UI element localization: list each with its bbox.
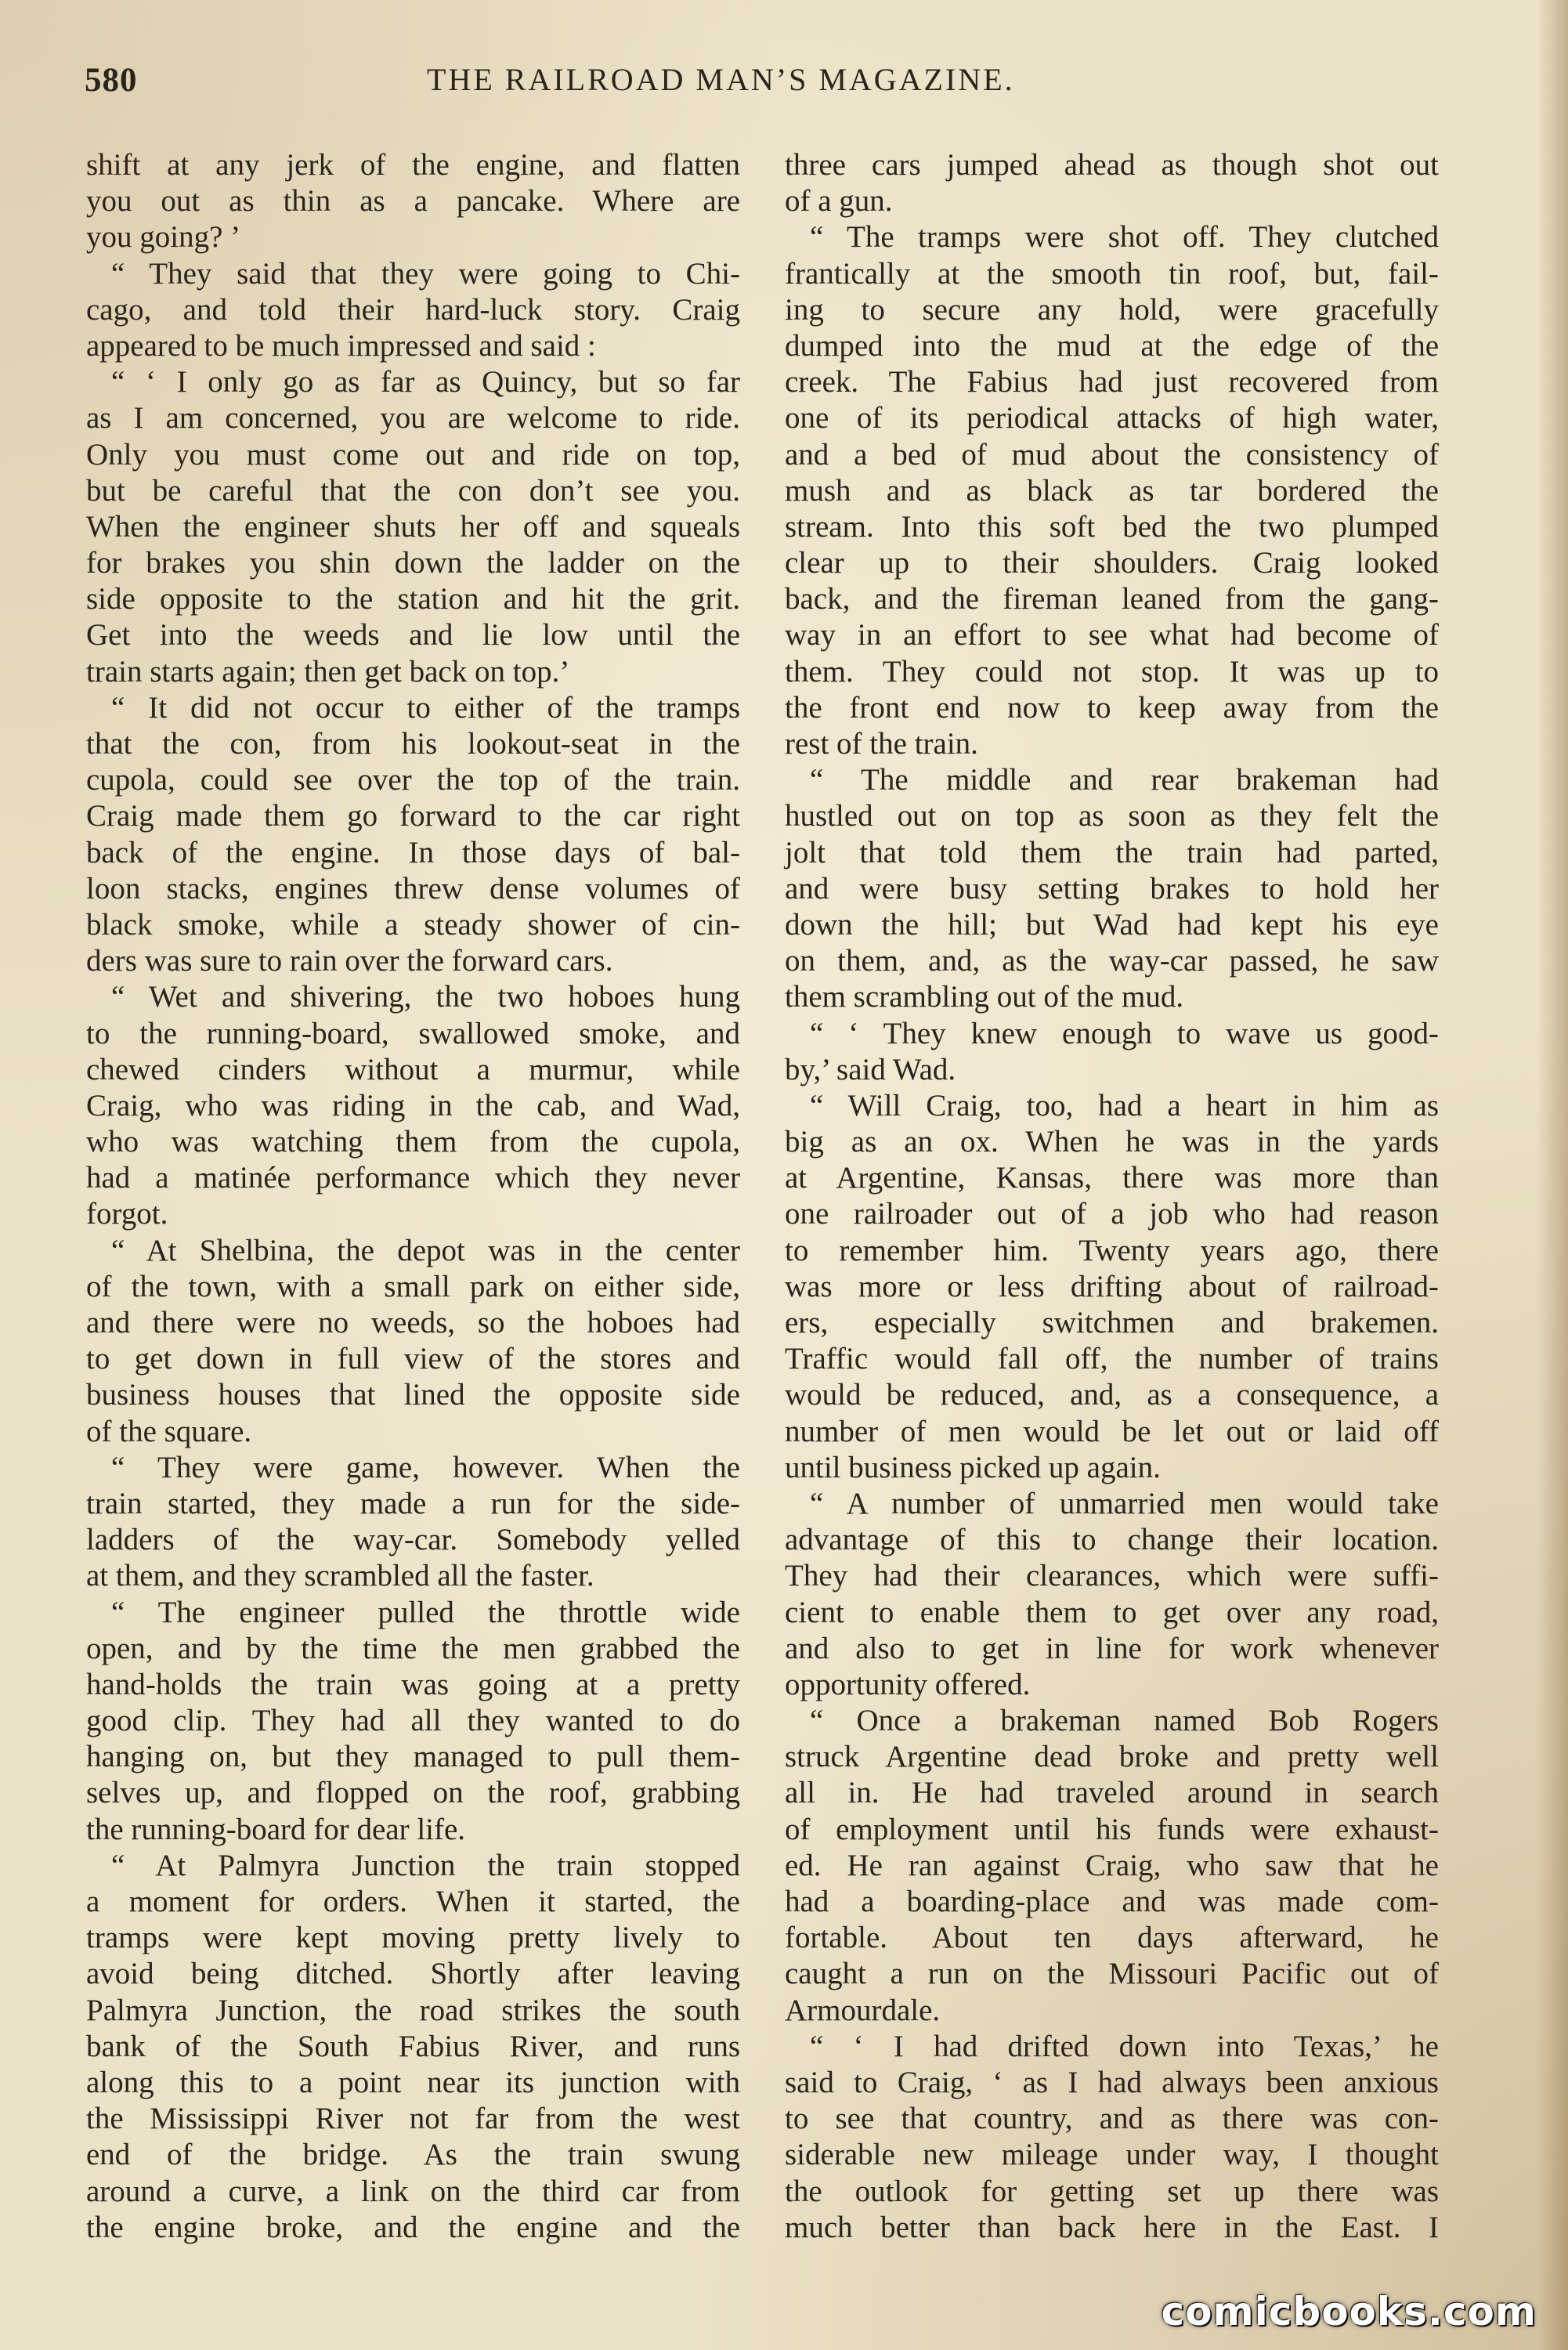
- text-line: around a curve, a link on the third car from: [86, 2174, 740, 2208]
- text-line: mush and as black as tar bordered the: [785, 473, 1439, 508]
- text-line: They had their clearances, which were suffi-: [785, 1559, 1439, 1593]
- text-line: for brakes you shin down the ladder on the: [86, 546, 740, 580]
- text-line: tramps were kept moving pretty lively to: [86, 1921, 740, 1955]
- text-line: as I am concerned, you are welcome to ride.: [86, 401, 740, 436]
- text-line: black smoke, while a steady shower of cin-: [86, 907, 740, 942]
- text-line: said to Craig, ‘ as I had always been anxious: [785, 2065, 1439, 2099]
- page-number: 580: [85, 62, 138, 99]
- text-line: good clip. They had all they wanted to do: [86, 1704, 740, 1738]
- text-line: creek. The Fabius had just recovered from: [785, 365, 1439, 400]
- text-line: to get down in full view of the stores and: [86, 1342, 740, 1376]
- text-line: ed. He ran against Craig, who saw that he: [785, 1848, 1439, 1882]
- text-line: hand-holds the train was going at a pretty: [86, 1667, 740, 1701]
- text-line: “ A number of unmarried men would take: [810, 1486, 1439, 1520]
- text-line: “ They said that they were going to Chi-: [111, 256, 740, 291]
- text-line: at Argentine, Kansas, there was more than: [785, 1161, 1439, 1195]
- text-line: all in. He had traveled around in search: [785, 1776, 1439, 1810]
- text-line: side opposite to the station and hit the grit.: [86, 582, 740, 616]
- text-line: stream. Into this soft bed the two plumped: [785, 509, 1439, 544]
- text-line: had a matinée performance which they never: [86, 1161, 740, 1195]
- text-line: ing to secure any hold, were gracefully: [785, 292, 1439, 327]
- text-line: Get into the weeds and lie low until the: [86, 618, 740, 653]
- text-line: bank of the South Fabius River, and runs: [86, 2029, 740, 2063]
- text-line: the outlook for getting set up there was: [785, 2174, 1439, 2208]
- text-line: train starts again; then get back on top.’: [86, 654, 570, 689]
- page-edge-shadow: [1537, 0, 1568, 2350]
- text-line: “ At Shelbina, the depot was in the center: [111, 1233, 740, 1267]
- text-line: of employment until his funds were exhaust-: [785, 1812, 1439, 1846]
- text-line: the Mississippi River not far from the west: [86, 2102, 740, 2136]
- text-line: way in an effort to see what had become of: [785, 618, 1439, 653]
- text-line: much better than back here in the East. I: [785, 2210, 1439, 2244]
- text-line: hanging on, but they managed to pull them-: [86, 1740, 740, 1774]
- text-line: end of the bridge. As the train swung: [86, 2138, 740, 2172]
- text-line: advantage of this to change their location.: [785, 1523, 1439, 1557]
- text-line: “ ‘ They knew enough to wave us good-: [810, 1016, 1439, 1050]
- text-line: one railroader out of a job who had reason: [785, 1197, 1439, 1231]
- text-line: and also to get in line for work whenever: [785, 1631, 1439, 1665]
- text-line: Armourdale.: [785, 1993, 941, 2027]
- text-line: Craig, who was riding in the cab, and Wad,: [86, 1088, 740, 1123]
- text-line: Only you must come out and ride on top,: [86, 437, 740, 472]
- text-line: them. They could not stop. It was up to: [785, 654, 1439, 689]
- text-line: Traffic would fall off, the number of trains: [785, 1342, 1439, 1376]
- text-line: clear up to their shoulders. Craig looked: [785, 546, 1439, 580]
- text-line: and there were no weeds, so the hoboes had: [86, 1306, 740, 1340]
- text-line: until business picked up again.: [785, 1450, 1161, 1484]
- text-line: but be careful that the con don’t see you.: [86, 473, 740, 508]
- text-line: siderable new mileage under way, I thought: [785, 2138, 1439, 2172]
- text-line: the running-board for dear life.: [86, 1812, 466, 1846]
- text-line: back, and the fireman leaned from the gang-: [785, 582, 1439, 616]
- text-line: of the square.: [86, 1414, 252, 1448]
- text-line: avoid being ditched. Shortly after leaving: [86, 1957, 740, 1991]
- text-line: the front end now to keep away from the: [785, 690, 1439, 725]
- text-line: “ Wet and shivering, the two hoboes hung: [111, 980, 740, 1014]
- text-line: loon stacks, engines threw dense volumes of: [86, 871, 740, 906]
- text-line: cago, and told their hard-luck story. Craig: [86, 292, 740, 327]
- text-line: along this to a point near its junction with: [86, 2065, 740, 2099]
- text-line: one of its periodical attacks of high water,: [785, 401, 1439, 436]
- text-line: “ Once a brakeman named Bob Rogers: [810, 1704, 1439, 1738]
- text-line: on them, and, as the way-car passed, he saw: [785, 944, 1439, 978]
- text-line: When the engineer shuts her off and squeals: [86, 509, 740, 544]
- text-line: open, and by the time the men grabbed the: [86, 1631, 740, 1665]
- text-line: to see that country, and as there was con-: [785, 2102, 1439, 2136]
- text-line: Palmyra Junction, the road strikes the south: [86, 1993, 740, 2027]
- text-line: Craig made them go forward to the car right: [86, 799, 740, 833]
- text-line: them scrambling out of the mud.: [785, 980, 1184, 1014]
- text-line: by,’ said Wad.: [785, 1052, 956, 1086]
- page-header: [0, 61, 1568, 108]
- text-line: appeared to be much impressed and said :: [86, 328, 596, 363]
- text-line: business houses that lined the opposite side: [86, 1378, 740, 1412]
- text-line: “ Will Craig, too, had a heart in him as: [810, 1088, 1439, 1123]
- text-line: “ The tramps were shot off. They clutched: [810, 220, 1439, 255]
- text-line: was more or less drifting about of railroad-: [785, 1269, 1439, 1303]
- text-line: ers, especially switchmen and brakemen.: [785, 1306, 1439, 1340]
- text-line: train started, they made a run for the side-: [86, 1486, 740, 1520]
- text-line: you out as thin as a pancake. Where are: [86, 184, 740, 219]
- text-line: “ The middle and rear brakeman had: [810, 763, 1439, 797]
- text-line: ladders of the way-car. Somebody yelled: [86, 1523, 740, 1557]
- text-line: that the con, from his lookout-seat in the: [86, 727, 740, 761]
- text-line: to the running-board, swallowed smoke, and: [86, 1016, 740, 1050]
- text-line: shift at any jerk of the engine, and flatten: [86, 148, 740, 182]
- text-line: fortable. About ten days afterward, he: [785, 1921, 1439, 1955]
- text-line: ders was sure to rain over the forward cars.: [86, 944, 613, 978]
- text-line: “ They were game, however. When the: [111, 1450, 740, 1484]
- text-line: selves up, and flopped on the roof, grabbing: [86, 1776, 740, 1810]
- text-line: to remember him. Twenty years ago, there: [785, 1233, 1439, 1267]
- text-line: rest of the train.: [785, 727, 978, 761]
- text-line: big as an ox. When he was in the yards: [785, 1125, 1439, 1159]
- text-line: forgot.: [86, 1197, 168, 1231]
- text-line: three cars jumped ahead as though shot out: [785, 148, 1439, 182]
- text-line: jolt that told them the train had parted,: [785, 835, 1439, 870]
- text-line: who was watching them from the cupola,: [86, 1125, 740, 1159]
- text-line: cient to enable them to get over any road,: [785, 1595, 1439, 1629]
- text-line: the engine broke, and the engine and the: [86, 2210, 740, 2244]
- text-line: down the hill; but Wad had kept his eye: [785, 907, 1439, 942]
- text-line: “ At Palmyra Junction the train stopped: [111, 1848, 740, 1882]
- text-line: back of the engine. In those days of bal-: [86, 835, 740, 870]
- text-line: number of men would be let out or laid off: [785, 1414, 1439, 1448]
- watermark-logo: comicbooks.com: [1161, 2289, 1537, 2334]
- text-line: a moment for orders. When it started, the: [86, 1885, 740, 1918]
- text-column-left: [86, 147, 740, 2246]
- text-line: “ The engineer pulled the throttle wide: [111, 1595, 740, 1629]
- text-line: “ ‘ I had drifted down into Texas,’ he: [810, 2029, 1439, 2063]
- text-line: struck Argentine dead broke and pretty well: [785, 1740, 1439, 1774]
- text-line: at them, and they scrambled all the faster.: [86, 1559, 594, 1593]
- running-title: THE RAILROAD MAN’S MAGAZINE.: [427, 62, 1015, 97]
- text-line: dumped into the mud at the edge of the: [785, 328, 1439, 363]
- text-line: of a gun.: [785, 184, 893, 219]
- text-line: chewed cinders without a murmur, while: [86, 1052, 740, 1086]
- text-line: cupola, could see over the top of the train.: [86, 763, 740, 797]
- text-line: frantically at the smooth tin roof, but, fail-: [785, 256, 1439, 291]
- text-line: you going? ’: [86, 220, 241, 255]
- text-line: “ ‘ I only go as far as Quincy, but so far: [111, 365, 740, 400]
- text-line: would be reduced, and, as a consequence, a: [785, 1378, 1439, 1412]
- text-column-right: [785, 147, 1439, 2246]
- text-line: “ It did not occur to either of the tramps: [111, 690, 740, 725]
- text-line: had a boarding-place and was made com-: [785, 1885, 1439, 1918]
- text-line: and a bed of mud about the consistency of: [785, 437, 1439, 472]
- text-line: opportunity offered.: [785, 1667, 1031, 1701]
- text-line: of the town, with a small park on either side,: [86, 1269, 740, 1303]
- text-line: hustled out on top as soon as they felt the: [785, 799, 1439, 833]
- text-line: caught a run on the Missouri Pacific out of: [785, 1957, 1439, 1991]
- text-line: and were busy setting brakes to hold her: [785, 871, 1439, 906]
